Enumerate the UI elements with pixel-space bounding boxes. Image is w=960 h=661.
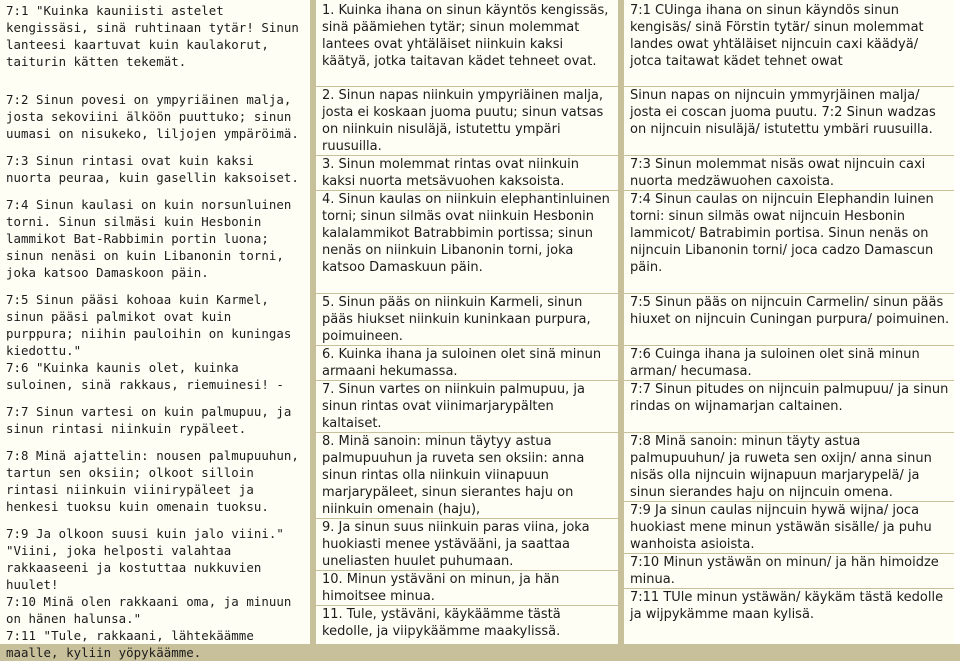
verse-paragraph: 7:8 Minä sanoin: minun täyty astua palmupuuhun/ ja ruweta sen oxijn/ anna sinun nisäs olla nijncuin wijnapuun marjarypelä/ ja sinun sierandes haju on nijncuin omena.: [630, 434, 932, 500]
verse-paragraph: 9. Ja sinun suus niinkuin paras viina, joka huokiasti menee ystävääni, ja saattaa uneliasten huulet puhumaan.: [322, 520, 590, 569]
column-modern-translation: [0, 0, 316, 660]
verse-paragraph: 7:1 CUinga ihana on sinun käyndös sinun kengisäs/ sinä Förstin tytär/ sinun molemmat landes owat yhtäläiset nijncuin caxi käädyä/ jotca taitawat kädet tehnet owat: [630, 3, 924, 69]
column-1776-translation: [624, 0, 954, 644]
verse-paragraph: 7:11 TUle minun ystäwän/ käykäm tästä kedolle ja wijpykämme maan kylisä.: [630, 590, 944, 622]
verse-paragraph: 7:3 Sinun molemmat nisäs owat nijncuin caxi nuorta medzäwuohen caxoista.: [630, 157, 926, 189]
verse-paragraph: 7:3 Sinun rintasi ovat kuin kaksi nuorta peuraa, kuin gasellin kaksoiset.: [6, 153, 299, 185]
verse-paragraph: 7:6 Cuinga ihana ja suloinen olet sinä minun arman/ hecumasa.: [630, 347, 920, 379]
verse-paragraph: 7:10 Minun ystäwän on minun/ ja hän himoidze minua.: [630, 555, 939, 587]
verse-paragraph: 7:1 "Kuinka kauniisti astelet kengissäsi, sinä ruhtinaan tytär! Sinun lanteesi kaartuvat kuin kaulakorut, taiturin kätten tekemät.: [6, 3, 299, 69]
verse-paragraph: 7:2 Sinun povesi on ympyriäinen malja, josta sekoviini älköön puuttuko; sinun uumasi on nisukeko, liljojen ympäröimä.: [6, 92, 299, 141]
column-1938-translation: [316, 0, 624, 644]
verse-paragraph: 7:7 Sinun pitudes on nijncuin palmupuu/ ja sinun rindas on wijnamarjan caltainen.: [630, 382, 949, 414]
verse-paragraph: 3. Sinun molemmat rintas ovat niinkuin kaksi nuorta metsävuohen kaksoista.: [322, 157, 579, 189]
verse-paragraph: 7:4 Sinun caulas on nijncuin Elephandin luinen torni: sinun silmäs owat nijncuin Hesbonin lammicot/ Batrabimin portisa. Sinun nenäs on nijncuin Libanonin torni/ joca cadzo Damascun päin.: [630, 192, 934, 275]
verse-paragraph: 7:4 Sinun kaulasi on kuin norsunluinen torni. Sinun silmäsi kuin Hesbonin lammikot Bat-Rabbimin portin luona; sinun nenäsi on kuin Libanonin torni, joka katsoo Damaskoon päin.: [6, 197, 292, 280]
verse-paragraph: 10. Minun ystäväni on minun, ja hän himoitsee minua.: [322, 572, 560, 604]
verse-paragraph: 7:11 "Tule, rakkaani, lähtekäämme maalle, kyliin yöpykäämme.: [6, 628, 254, 660]
verse-paragraph: 6. Kuinka ihana ja suloinen olet sinä minun armaani hekumassa.: [322, 347, 602, 379]
verse-paragraph: 7:9 Ja olkoon suusi kuin jalo viini." "Viini, joka helposti valahtaa rakkaaseeni ja kostuttaa nukkuvien huulet!: [6, 526, 284, 592]
verse-paragraph: 5. Sinun pääs on niinkuin Karmeli, sinun pääs hiukset niinkuin kuninkaan purpura, poimuineen.: [322, 295, 591, 344]
verse-paragraph: 2. Sinun napas niinkuin ympyriäinen malja, josta ei koskaan juoma puutu; sinun vatsas on niinkuin nisuläjä, istutettu ympäri ruusuilla.: [322, 88, 604, 154]
verse-paragraph: 7:10 Minä olen rakkaani oma, ja minuun on hänen halunsa.": [6, 594, 292, 626]
verse-paragraph: 7:5 Sinun pääs on nijncuin Carmelin/ sinun pääs hiuxet on nijncuin Cuningan purpura/ poimuinen.: [630, 295, 950, 327]
verse-paragraph: 1. Kuinka ihana on sinun käyntös kengissäs, sinä päämiehen tytär; sinun molemmat lantees ovat yhtäläiset niinkuin kaksi käätyä, jotka taitavan kädet tehneet ovat.: [322, 3, 609, 69]
verse-paragraph: 4. Sinun kaulas on niinkuin elephantinluinen torni; sinun silmäs ovat niinkuin Hesbonin kalalammikot Batrabbimin portissa; sinun nenäs on niinkuin Libanonin torni, joka katsoo Damaskuun päin.: [322, 192, 610, 275]
verse-paragraph: Sinun napas on nijncuin ymmyrjäinen malja/ josta ei coscan juoma puutu. 7:2 Sinun wadzas on nijncuin nisuläjä/ istutettu ymbäri ruusuilla.: [630, 88, 936, 137]
verse-paragraph: 7:8 Minä ajattelin: nousen palmupuuhun, tartun sen oksiin; olkoot silloin rintasi niinkuin viinirypäleet ja henkesi tuoksu kuin omenain tuoksu.: [6, 448, 299, 514]
verse-paragraph: 11. Tule, ystäväni, käykäämme tästä kedolle, ja viipykäämme maakylissä.: [322, 607, 561, 639]
verse-paragraph: 7:9 Ja sinun caulas nijncuin hywä wijna/ joca huokiast mene minun ystäwän sisälle/ ja puhu wanhoista asioista.: [630, 503, 932, 552]
verse-paragraph: 7. Sinun vartes on niinkuin palmupuu, ja sinun rintas ovat viinimarjarypälten kaltaiset.: [322, 382, 585, 431]
verse-paragraph: 7:6 "Kuinka kaunis olet, kuinka suloinen, sinä rakkaus, riemuinesi! -: [6, 360, 284, 392]
verse-paragraph: 7:5 Sinun pääsi kohoaa kuin Karmel, sinun pääsi palmikot ovat kuin purppura; niihin pauloihin on kuningas kiedottu.": [6, 292, 292, 358]
verse-paragraph: 7:7 Sinun vartesi on kuin palmupuu, ja sinun rintasi niinkuin rypäleet.: [6, 404, 292, 436]
verse-paragraph: 8. Minä sanoin: minun täytyy astua palmupuuhun ja ruveta sen oksiin: anna sinun rintas olla niinkuin viinapuun marjarypäleet, sinun sierantes haju on niinkuin omenain (haju),: [322, 434, 585, 517]
